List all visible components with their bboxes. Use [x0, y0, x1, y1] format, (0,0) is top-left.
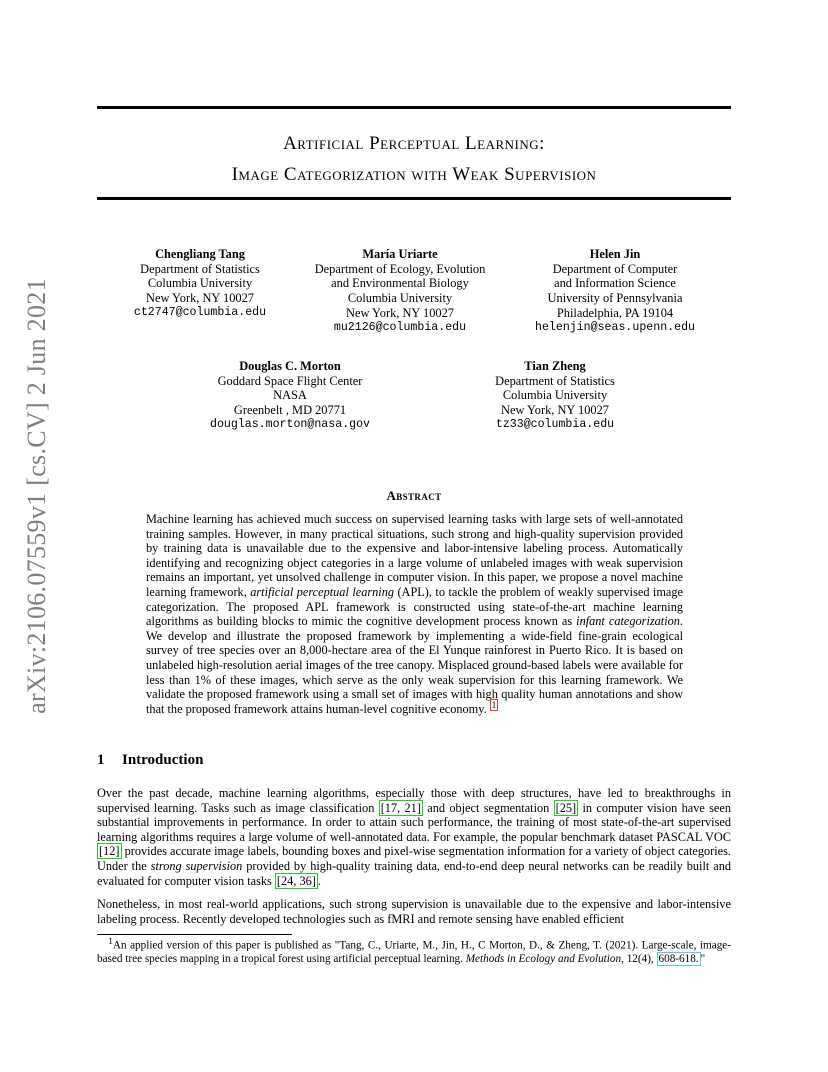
title-line-1: Artificial Perceptual Learning:: [283, 133, 545, 154]
footnote-link[interactable]: 1: [491, 699, 497, 710]
author-name: Helen Jin: [589, 247, 641, 261]
author-affiliation-line: NASA: [273, 388, 307, 403]
author-block-uriarte: [300, 247, 500, 335]
author-email[interactable]: mu2126@columbia.edu: [333, 320, 467, 334]
author-affiliation-line: Goddard Space Flight Center: [217, 373, 363, 388]
body-text: .: [317, 873, 321, 888]
author-email[interactable]: tz33@columbia.edu: [495, 417, 615, 431]
body-text: provides accurate image labels, bounding boxes and pixel-wise segmentation information for a variety of object categories. Under the: [97, 844, 731, 873]
author-email[interactable]: ct2747@columbia.edu: [133, 305, 267, 319]
author-block-zheng: [470, 359, 640, 433]
footnote: [97, 936, 731, 967]
author-email[interactable]: helenjin@seas.upenn.edu: [534, 320, 696, 334]
citation-link[interactable]: [24, 36]: [276, 873, 316, 888]
footnote-text: ": [700, 953, 706, 966]
intro-paragraph-1: [97, 786, 731, 888]
section-title: Introduction: [122, 752, 204, 768]
author-name: Douglas C. Morton: [239, 359, 341, 373]
author-block-morton: [190, 359, 390, 433]
author-affiliation-line: Columbia University: [502, 388, 608, 403]
body-text: provided by high-quality training data, end-to-end deep neural networks can be readily built and evaluated for computer vision tasks: [97, 858, 732, 888]
author-affiliation-line: New York, NY 10027: [146, 291, 254, 306]
author-affiliation-line: Greenbelt , MD 20771: [233, 403, 347, 418]
author-affiliation-line: New York, NY 10027: [501, 403, 609, 418]
author-name: María Uriarte: [362, 247, 438, 261]
author-name: Chengliang Tang: [155, 247, 245, 261]
intro-paragraph-2: Nonetheless, in most real-world applications, such strong supervision is unavailable due to the expensive and labor-intensive labeling process. Recently developed technologies such as fMRI and remote sensing have enabled efficient: [97, 897, 731, 926]
abstract-text: Machine learning has achieved much success on supervised learning tasks with large sets of well-annotated training samples. However, in many practical situations, such strong and high-quality supervision provided by training data is unavailable due to the expensive and labor-intensive labeling process. Automatically identifying and recognizing object categories in a large volume of unlabeled images with weak supervision remains an important, yet unsolved challenge in computer vision. In this paper, we propose a novel machine learning framework,: [146, 512, 683, 599]
footnote-text: An applied version of this paper is published as "Tang, C., Uriarte, M., Jin, H., C Morton, D., & Zheng, T. (2021). Large-scale, image-based tree species mapping in a tropical forest using artificial perceptual learning.: [97, 939, 731, 966]
author-affiliation-line: Department of Ecology, Evolution: [314, 261, 486, 276]
arxiv-side-stamp: [12, 278, 62, 714]
author-affiliation-line: Columbia University: [347, 291, 453, 306]
section-number: 1: [97, 752, 105, 768]
arxiv-stamp-text: arXiv:2106.07559v1 [cs.CV] 2 Jun 2021: [22, 278, 51, 714]
paper-title: [97, 128, 731, 190]
abstract-text: (APL), to tackle the problem of weakly supervised image categorization. The proposed APL framework is constructed using state-of-the-art machine learning algorithms as building blocks to mimic the cognitive development process known as: [146, 584, 683, 629]
title-rule-bottom: [97, 197, 731, 200]
author-affiliation-line: Department of Computer: [552, 261, 678, 276]
citation-link[interactable]: [12]: [99, 844, 120, 859]
title-rule-top: [97, 106, 731, 109]
author-affiliation-line: Department of Statistics: [140, 261, 260, 276]
author-name: Tian Zheng: [524, 359, 586, 373]
abstract-emphasis: artificial perceptual learning: [250, 584, 394, 599]
author-email[interactable]: douglas.morton@nasa.gov: [209, 417, 371, 431]
abstract-emphasis: infant categorization: [576, 614, 680, 629]
abstract-heading: Abstract: [386, 488, 442, 503]
footnote-pages-link[interactable]: 608-618.: [658, 953, 699, 966]
body-emphasis: strong supervision: [150, 858, 243, 873]
author-affiliation-line: Department of Statistics: [495, 373, 615, 388]
footnote-mark: 1: [108, 937, 113, 947]
author-affiliation-line: University of Pennsylvania: [547, 291, 683, 306]
abstract-body: [146, 512, 683, 716]
footnote-journal: Methods in Ecology and Evolution: [465, 953, 622, 966]
author-affiliation-line: New York, NY 10027: [346, 305, 454, 320]
citation-link[interactable]: [25]: [555, 800, 577, 815]
author-affiliation-line: and Information Science: [554, 276, 676, 291]
author-affiliation-line: and Environmental Biology: [331, 276, 469, 291]
abstract-text: . We develop and illustrate the proposed framework by implementing a wide-field fine-grain ecological survey of tree species over an 8,000-hectare area of the El Yunque rainforest in Puerto Rico. It is based on unlabeled high-resolution aerial images of the tree canopy. Misplaced ground-based labels were available for less than 1% of these images, which serve as the only weak supervision for this learning framework. We validate the proposed framework using a small set of images with high quality human annotations and show that the proposed framework attains human-level cognitive economy.: [146, 614, 683, 716]
section-heading: [97, 752, 203, 769]
footnote-text: , 12(4),: [621, 953, 657, 966]
author-affiliation-line: Columbia University: [147, 276, 253, 291]
title-line-2: Image Categorization with Weak Supervision: [231, 164, 597, 185]
body-text: in computer vision have seen substantial improvements in performance. In order to attain such performance, the training of most state-of-the-art supervised learning algorithms requires a large volume of well-annotated data. For example, the popular benchmark dataset PASCAL VOC: [97, 800, 731, 844]
author-block-tang: [110, 247, 290, 321]
body-text: Over the past decade, machine learning algorithms, especially those with deep structures, have led to breakthroughs in supervised learning. Tasks such as image classification: [97, 786, 731, 815]
author-block-jin: [520, 247, 710, 335]
citation-link[interactable]: [17, 21]: [380, 800, 421, 815]
body-text: and object segmentation: [422, 800, 554, 815]
footnote-rule: [97, 934, 292, 935]
author-affiliation-line: Philadelphia, PA 19104: [556, 305, 674, 320]
